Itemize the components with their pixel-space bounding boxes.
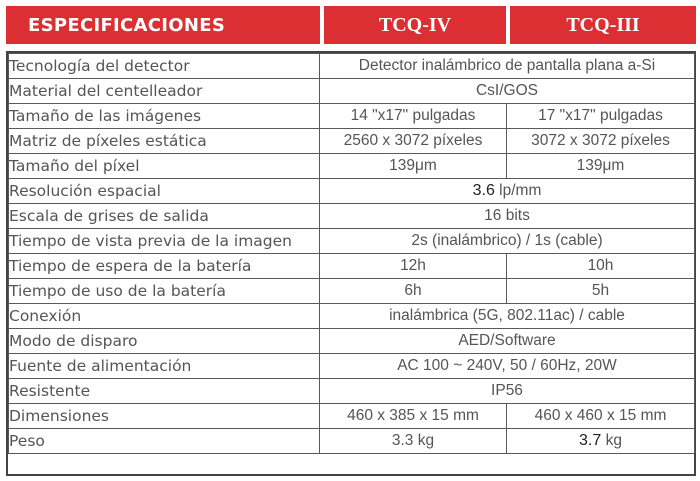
row-value: IP56 [320, 379, 695, 404]
row-label: Peso [9, 429, 320, 454]
row-value-tcq-iii: 3072 x 3072 píxeles [507, 129, 695, 154]
table-row [9, 154, 695, 179]
row-value-tcq-iv: 14 "x17" pulgadas [320, 104, 507, 129]
row-value-tcq-iii [507, 429, 695, 454]
table-row [9, 179, 695, 204]
weight-unit: kg [601, 432, 622, 449]
row-label: Tamaño del píxel [9, 154, 320, 179]
row-label: Escala de grises de salida [9, 204, 320, 229]
row-label: Fuente de alimentación [9, 354, 320, 379]
row-value-tcq-iv: 12h [320, 254, 507, 279]
row-value: Detector inalámbrico de pantalla plana a-Si [320, 54, 695, 79]
row-value: AC 100 ~ 240V, 50 / 60Hz, 20W [320, 354, 695, 379]
row-value-tcq-iv: 6h [320, 279, 507, 304]
spec-table [8, 53, 695, 454]
weight-number: 3.7 [579, 432, 602, 449]
row-label: Matriz de píxeles estática [9, 129, 320, 154]
row-label: Tamaño de las imágenes [9, 104, 320, 129]
table-row [9, 79, 695, 104]
row-value: 16 bits [320, 204, 695, 229]
row-label: Tiempo de espera de la batería [9, 254, 320, 279]
table-row [9, 379, 695, 404]
row-label: Conexión [9, 304, 320, 329]
header-model-tcq-iv: TCQ-IV [324, 6, 506, 44]
table-row [9, 104, 695, 129]
table-row [9, 404, 695, 429]
row-value-tcq-iv: 3.3 kg [320, 429, 507, 454]
row-label: Tiempo de vista previa de la imagen [9, 229, 320, 254]
table-row [9, 279, 695, 304]
table-row [9, 354, 695, 379]
table-row [9, 229, 695, 254]
row-value-tcq-iii: 5h [507, 279, 695, 304]
row-value-tcq-iii: 17 "x17" pulgadas [507, 104, 695, 129]
header-spec-title: ESPECIFICACIONES [6, 6, 320, 44]
table-row [9, 204, 695, 229]
row-value-tcq-iii: 460 x 460 x 15 mm [507, 404, 695, 429]
row-value-tcq-iv: 2560 x 3072 píxeles [320, 129, 507, 154]
table-row [9, 254, 695, 279]
row-label: Resolución espacial [9, 179, 320, 204]
resolution-unit: lp/mm [494, 182, 542, 199]
row-value-tcq-iii: 139μm [507, 154, 695, 179]
row-label: Material del centelleador [9, 79, 320, 104]
row-value [320, 179, 695, 204]
row-value: CsI/GOS [320, 79, 695, 104]
row-label: Tecnología del detector [9, 54, 320, 79]
row-value-tcq-iv: 139μm [320, 154, 507, 179]
row-value: AED/Software [320, 329, 695, 354]
table-row [9, 304, 695, 329]
table-row [9, 429, 695, 454]
row-label: Resistente [9, 379, 320, 404]
header-model-tcq-iii: TCQ-III [510, 6, 696, 44]
table-row [9, 329, 695, 354]
resolution-number: 3.6 [472, 182, 495, 199]
row-label: Tiempo de uso de la batería [9, 279, 320, 304]
row-value-tcq-iv: 460 x 385 x 15 mm [320, 404, 507, 429]
row-value-tcq-iii: 10h [507, 254, 695, 279]
table-row [9, 129, 695, 154]
row-value: 2s (inalámbrico) / 1s (cable) [320, 229, 695, 254]
spec-header [6, 6, 696, 44]
row-label: Modo de disparo [9, 329, 320, 354]
row-value: inalámbrica (5G, 802.11ac) / cable [320, 304, 695, 329]
row-label: Dimensiones [9, 404, 320, 429]
table-row [9, 54, 695, 79]
